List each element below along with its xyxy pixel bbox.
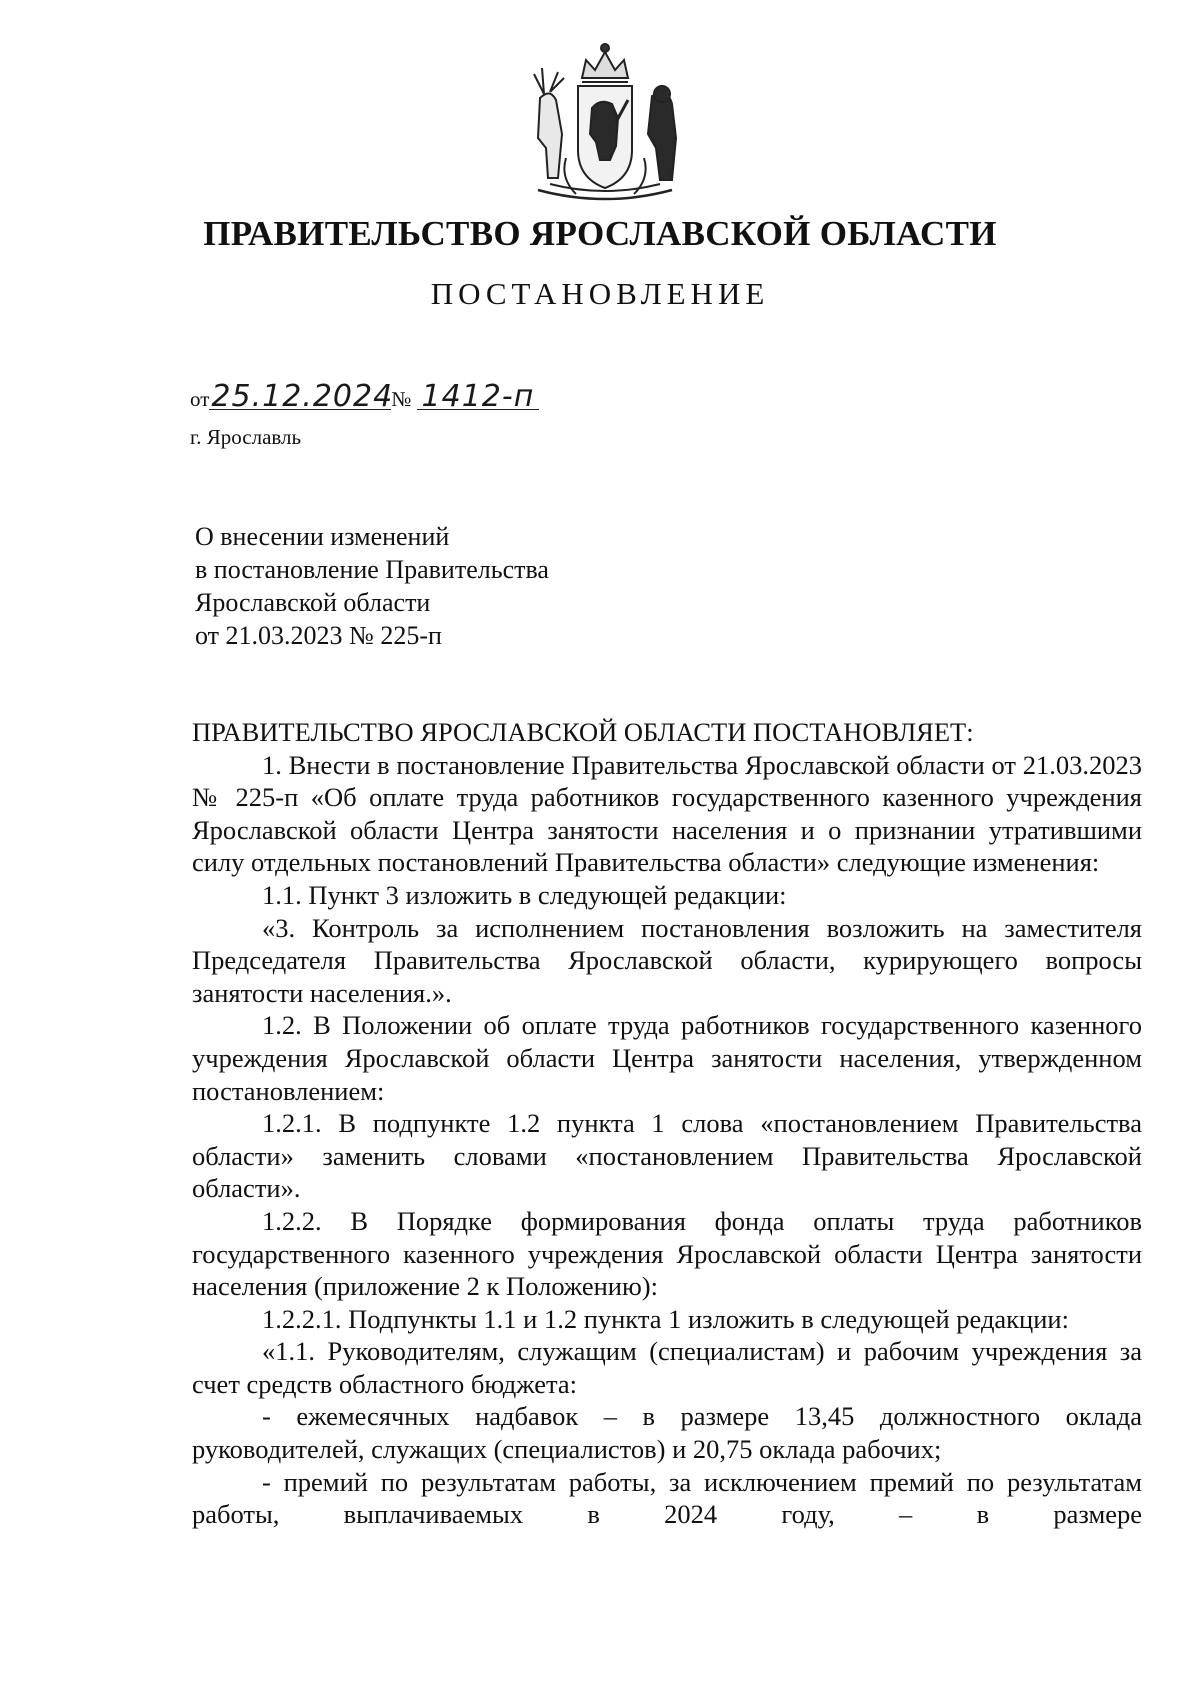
subject-block <box>195 520 549 652</box>
paragraph: 1.2. В Положении об оплате труда работников государственного казенного учреждения Ярославской области Центра занятости населения, утвержденном постановлением: <box>192 1010 1142 1106</box>
paragraph: 1.2.2. В Порядке формирования фонда оплаты труда работников государственного казенного учреждения Ярославской области Центра занятости населения (приложение 2 к Положению): <box>192 1205 1142 1302</box>
date-number-line <box>190 379 539 414</box>
paragraph: 1.2.1. В подпункте 1.2 пункта 1 слова «постановлением Правительства области» заменить словами «постановлением Правительства Ярославской области». <box>192 1108 1142 1204</box>
paragraph: 1.1. Пункт 3 изложить в следующей редакции: <box>262 879 787 910</box>
document-type: ПОСТАНОВЛЕНИЕ <box>430 276 770 311</box>
coat-of-arms-emblem <box>520 38 690 213</box>
subject-line: Ярославской области <box>195 588 431 617</box>
paragraph: «1.1. Руководителям, служащим (специалистам) и рабочим учреждения за счет средств областного бюджета: <box>192 1336 1142 1399</box>
paragraph: «3. Контроль за исполнением постановления возложить на заместителя Председателя Правительства Ярославской области, курирующего вопросы занятости населения.». <box>192 912 1142 1008</box>
city: г. Ярославль <box>190 425 302 449</box>
subject-line: в постановление Правительства <box>195 555 549 584</box>
paragraph: - ежемесячных надбавок – в размере 13,45 должностного оклада руководителей, служащих (специалистов) и 20,75 оклада рабочих; <box>192 1401 1142 1465</box>
number-label: № <box>391 387 412 411</box>
paragraph: 1.2.2.1. Подпункты 1.1 и 1.2 пункта 1 изложить в следующей редакции: <box>262 1303 1069 1334</box>
date-value: 25.12.2024 <box>211 379 394 414</box>
number-value: 1412-п <box>417 385 539 410</box>
document-body <box>192 716 1142 1531</box>
government-title: ПРАВИТЕЛЬСТВО ЯРОСЛАВСКОЙ ОБЛАСТИ <box>203 214 997 253</box>
date-label: от <box>190 387 210 411</box>
subject-line: О внесении изменений <box>195 522 450 551</box>
subject-line: от 21.03.2023 № 225-п <box>195 621 442 650</box>
paragraph: - премий по результатам работы, за исключением премий по результатам работы, выплачиваемых в 2024 году, – в размере <box>192 1466 1142 1530</box>
decree-heading: ПРАВИТЕЛЬСТВО ЯРОСЛАВСКОЙ ОБЛАСТИ ПОСТАНОВЛЯЕТ: <box>192 717 974 747</box>
paragraph: 1. Внести в постановление Правительства Ярославской области от 21.03.2023 № 225-п «Об оплате труда работников государственного казенного учреждения Ярославской области Центра занятости населения и о признании утратившими силу отдельных постановлений Правительства области» следующие изменения: <box>192 749 1142 878</box>
